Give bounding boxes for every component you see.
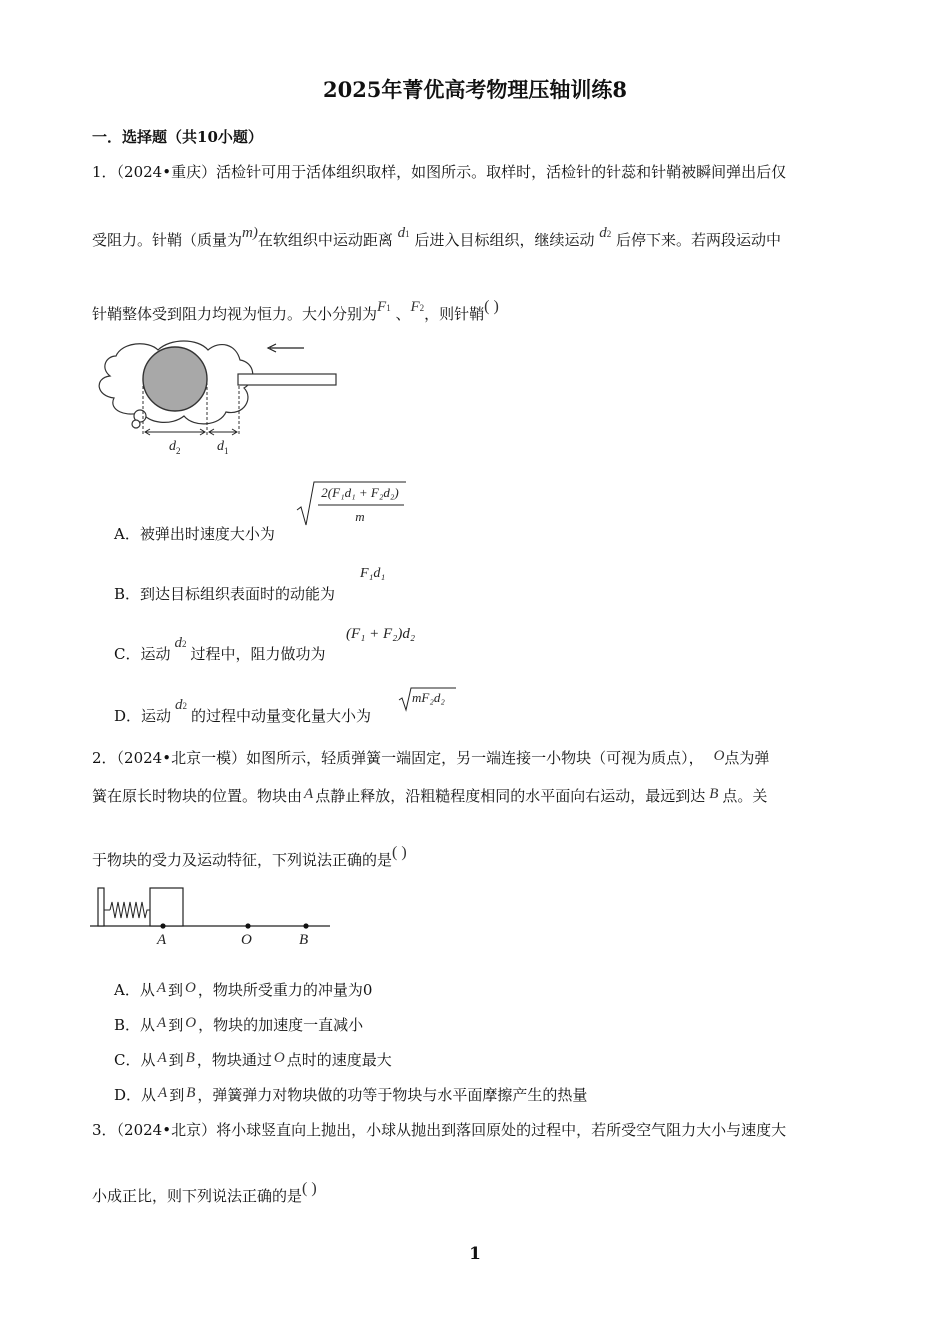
q1-text: 后进入目标组织，继续运动 [414,231,595,249]
q1-text: 受阻力。针鞘（质量为 [92,231,243,249]
q2-option-a: A．从 A 到 O ，物块所受重力的冲量为0 [114,980,373,999]
q1-d1-symbol: d1 [397,225,410,241]
q1-text: 在软组织中运动距离 [257,231,393,249]
q3-line1: 3．（2024•北京）将小球竖直向上抛出，小球从抛出到落回原处的过程中，若所受空气阻力大小与速度大 [92,1121,787,1139]
block [150,888,183,926]
q1-line2 [92,225,782,252]
label-b: B [299,932,309,948]
spring [110,902,150,918]
label-a: A [157,932,167,948]
q1-option-b: B．到达目标组织表面时的动能为 [114,585,336,603]
section-heading: 一．选择题（共10小题） [92,128,263,146]
q1-option-c: C．运动d2过程中，阻力做功为 [114,635,326,663]
q1-option-d: D．运动d2的过程中动量变化量大小为 [114,697,372,725]
q2-line2: 簧在原长时物块的位置。物块由 A 点静止释放，沿粗糙程度相同的水平面向右运动，最远到达 B 点。关 [92,786,768,805]
q2-line3: 于物块的受力及运动特征，下列说法正确的是( ) [92,844,407,869]
q2-option-d: D．从 A 到 B ，弹簧弹力对物块做的功等于物块与水平面摩擦产生的热量 [114,1085,588,1104]
q1-d2-symbol: d2 [599,225,612,241]
q1-line3: 针鞘整体受到阻力均视为恒力。大小分别为F1 、F2，则针鞘( ) [92,298,499,323]
label-o: O [241,932,252,948]
target-tissue-ball [143,347,207,411]
answer-blank: ( ) [392,844,407,861]
q1-F2-symbol: F2 [410,299,425,315]
q1-mass-symbol: m) [242,225,258,241]
q2-option-c: C．从 A 到 B ，物块通过 O 点时的速度最大 [114,1050,392,1069]
d2-label: $d_2$ [169,439,181,456]
point-a [160,923,165,928]
q1-line1: 1．（2024•重庆）活检针可用于活体组织取样，如图所示。取样时，活检针的针蕊和针鞘被瞬间弹出后仅 [92,163,787,181]
answer-blank: ( ) [302,1180,317,1197]
q1-option-c-formula: (F₁ + F₂)d₂ [346,626,416,642]
answer-blank: ( ) [484,298,499,315]
point-o [245,923,250,928]
q2-option-b: B．从 A 到 O ，物块的加速度一直减小 [114,1015,364,1034]
q1-option-a: A．被弹出时速度大小为 [114,525,275,543]
wall [98,888,104,926]
point-b [303,923,308,928]
q2-line1: 2．（2024•北京一模）如图所示，轻质弹簧一端固定，另一端连接一小物块（可视为质点）， O点为弹 [92,748,770,767]
d1-label: $d_1$ [217,439,229,456]
needle-sheath [238,374,336,385]
q3-line2: 小成正比，则下列说法正确的是( ) [92,1180,317,1205]
q2-spring-diagram [88,884,334,948]
q1-option-b-formula: F₁d₁ [360,566,386,581]
q1-needle-diagram [86,336,346,460]
q1-F1-symbol: F1 [377,299,391,315]
q1-text: 后停下来。若两段运动中 [616,231,782,249]
page-title: 2025年菁优高考物理压轴训练8 [322,77,628,102]
page-number: 1 [469,1244,481,1264]
